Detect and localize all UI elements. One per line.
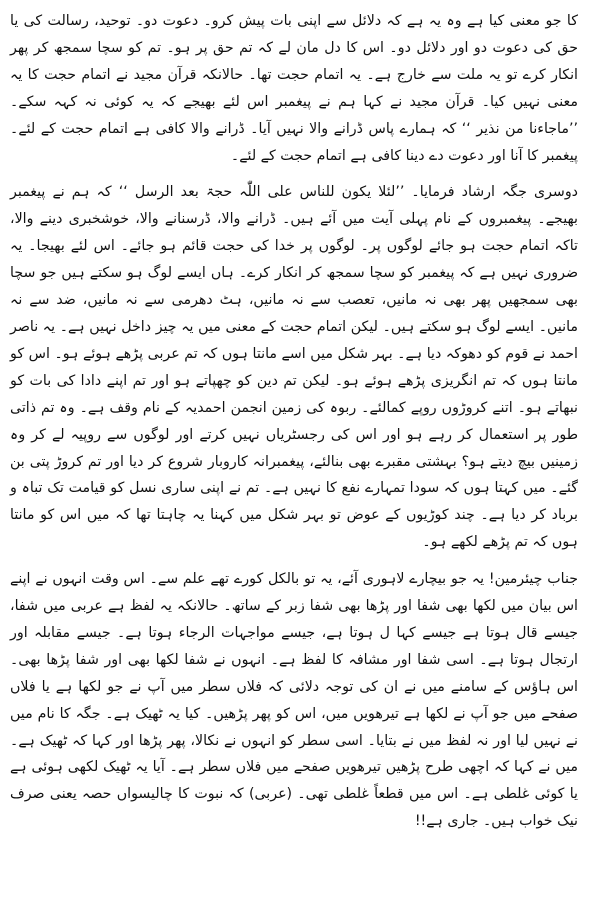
paragraph-3: جناب چیئرمین! یہ جو بیچارے لاہوری آئے، یہ تو بالکل کورے تھے علم سے۔ اس وقت انہوں نے اپنے اس بیان میں لکھا بھی شفا اور پڑھا بھی شفا زبر کے ساتھ۔ حالانکہ یہ لفظ ہے عربی میں شفا، جیسے قال ہوتا ہے جیسے کہا ل ہوتا ہے، جیسے مواجہات الرجاء ہوتا ہے۔ جیسے مقابلہ اور ارتجال ہوتا ہے۔ اسی شفا اور مشافہ کا لفظ ہے۔ انہوں نے شفا لکھا بھی اور شفا پڑھا بھی۔ اس ہاؤس کے سامنے میں نے ان کی توجہ دلائی کہ فلاں سطر میں آپ نے جو لکھا ہے یا فلاں صفحے میں جو آپ نے لکھا ہے تیرھویں میں، اس کو پھر پڑھیں۔ کیا یہ ٹھیک ہے۔ جگہ کا نام میں نے نہیں لیا اور نہ لفظ میں نے بتایا۔ اسی سطر کو انہوں نے نکالا، پھر پڑھا اور کہا کہ ٹھیک ہے۔ میں نے کہا کہ اچھی طرح پڑھیں تیرھویں صفحے میں فلاں سطر ہے۔ آیا یہ ٹھیک لکھی ہوئی ہے یا کوئی غلطی ہے۔ اس میں قطعاً غلطی تھی۔ (عربی) کہ نبوت کا چالیسواں حصہ یعنی صرف نیک خواب ہیں۔ جاری ہے!!	[10, 571, 578, 830]
paragraph-1: کا جو معنی کیا ہے وہ یہ ہے کہ دلائل سے اپنی بات پیش کرو۔ دعوت دو۔ توحید، رسالت کی یا حق کی دعوت دو اور دلائل دو۔ اس کا دل مان لے کہ تم حق پر ہو۔ تم کو سچا سمجھ کر پھر انکار کرے تو یہ ملت سے خارج ہے۔ یہ اتمام حجت تھا۔ حالانکہ قرآن مجید نے اتمام حجت کا یہ معنی نہیں کیا۔ قرآن مجید نے کہا ہم نے پیغمبر اس لئے بھیجے کہ یہ کوئی نہ کہہ سکے۔ ’’ماجاءنا من نذیر ‘‘ کہ ہمارے پاس ڈرانے والا نہیں آیا۔ ڈرانے والا کافی ہے اتمام حجت کے لئے۔ پیغمبر کا آنا اور دعوت دے دینا کافی ہے اتمام حجت کے لئے۔	[10, 13, 578, 164]
paragraph-2: دوسری جگہ ارشاد فرمایا۔ ’’لئلا یکون للناس علی اللّٰہ حجۃ بعد الرسل ‘‘ کہ ہم نے پیغمبر بھیجے۔ پیغمبروں کے نام پہلی آیت میں آئے ہیں۔ ڈرانے والا، ڈرسنانے والا، خوشخبری دینے والا، تاکہ اتمام حجت ہو جائے لوگوں پر۔ لوگوں پر خدا کی حجت قائم ہو جائے۔ اس لئے بھیجا۔ یہ ضروری نہیں ہے کہ پیغمبر کو سچا سمجھ کر انکار کرے۔ ہاں ایسے لوگ ہو سکتے ہیں جو سچا بھی سمجھیں پھر بھی نہ مانیں، تعصب سے نہ مانیں، ہٹ دھرمی سے نہ مانیں، ضد سے نہ مانیں۔ ایسے لوگ ہو سکتے ہیں۔ لیکن اتمام حجت کے معنی میں یہ چیز داخل نہیں ہے۔ یہ ناصر احمد نے قوم کو دھوکہ دیا ہے۔ بہر شکل میں اسے مانتا ہوں کہ تم عربی پڑھے ہوئے ہو۔ اس کو مانتا ہوں کہ تم انگریزی پڑھے ہوئے ہو۔ لیکن تم دین کو چھپاتے ہو اور تم اپنے دادا کی بات کو نبھاتے ہو۔ اتنے کروڑوں روپے کمالئے۔ ربوہ کی زمین انجمن احمدیہ کے نام وقف ہے۔ وہ تم ذاتی طور پر استعمال کر رہے ہو اور اس کی رجسٹریاں نہیں کرتے اور لوگوں سے روپیہ لے کر وہ زمینیں بیچ دیتے ہو؟ بہشتی مقبرے بھی بنالئے، پیغمبرانہ کاروبار شروع کر دیا اور تم کروڑ پتی بن گئے۔ میں کہتا ہوں کہ سودا تمہارے نفع کا نہیں ہے۔ تم نے اپنی ساری نسل کو قیامت تک تباہ و برباد کر دیا ہے۔ چند کوڑیوں کے عوض تو بہر شکل میں کہنا یہ چاہتا تھا کہ میں اس کو مانتا ہوں کہ تم پڑھے لکھے ہو۔	[10, 184, 578, 551]
